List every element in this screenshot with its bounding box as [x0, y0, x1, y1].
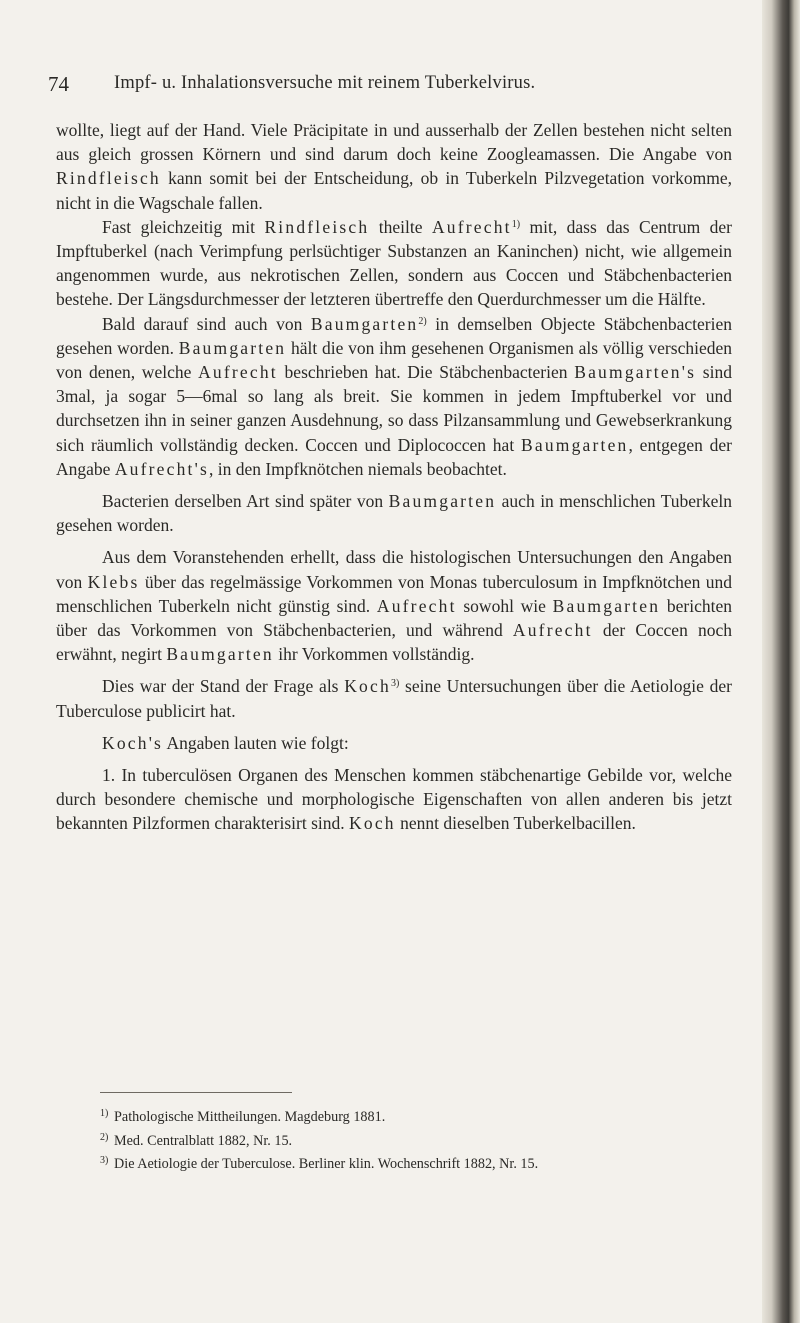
running-header: [48, 72, 738, 102]
author-name: Rindfleisch: [56, 168, 161, 189]
paragraph-5: Aus dem Voranstehenden erhellt, dass die histologischen Untersuchungen den Angaben von Klebs über das regelmässige Vorkommen von Monas tuberculosum in Impfknötchen und menschlichen Tuberkeln nicht günstig sind. Aufrecht sowohl wie Baumgarten berichten über das Vorkommen von Stäbchenbacterien, und während Aufrecht der Coccen noch erwähnt, negirt Baumgarten ihr Vorkommen vollständig.: [56, 547, 733, 665]
author-name: Koch: [344, 676, 391, 697]
author-name: Rindfleisch: [264, 216, 370, 237]
author-name: Aufrecht's: [114, 458, 209, 479]
author-name: Koch: [349, 813, 396, 834]
footnote-text: Pathologische Mittheilungen. Magdeburg 1881.: [114, 1109, 386, 1125]
author-name: Baumgarten: [310, 313, 419, 334]
footnote-mark: 3): [100, 1155, 109, 1166]
footnote: [100, 1128, 740, 1152]
footnote-mark: 1): [100, 1108, 109, 1119]
page-binding-edge: [762, 0, 800, 1323]
footnote-ref: 1): [511, 218, 521, 230]
footnote: [100, 1151, 740, 1175]
author-name: Klebs: [87, 571, 140, 592]
author-name: Baumgarten: [166, 644, 274, 665]
author-name: Aufrecht: [376, 595, 457, 616]
author-name: Koch's: [102, 732, 164, 753]
footnotes: [100, 1104, 740, 1175]
paragraph-2: Fast gleichzeitig mit Rindfleisch theilte Aufrecht$^{1)}$ mit, dass das Centrum der Impftuberkel (nach Verimpfung perlsüchtiger Substanzen an Kaninchen) nicht, wie allgemein angenommen wurde, aus nekrotischen Zellen, sondern aus Coccen und Stäbchenbacterien bestehe. Der Längsdurchmesser der letzteren übertreffe den Querdurchmesser um die Hälfte.: [56, 216, 733, 310]
paragraph-6: Dies war der Stand der Frage als Koch$^{3)}$ seine Untersuchungen über die Aetiologie der Tuberculose publicirt hat.: [56, 676, 732, 721]
footnote-ref: 3): [390, 678, 400, 690]
footnote-divider: [100, 1092, 292, 1093]
page-number: 74: [48, 72, 69, 96]
author-name: Aufrecht: [198, 362, 278, 383]
paragraph-8: 1. In tuberculösen Organen des Menschen kommen stäbchenartige Gebilde vor, welche durch besondere chemische und morphologische Eigenschaften von allen anderen bis jetzt bekannten Pilzformen charakterisirt sind. Koch nennt dieselben Tuberkelbacillen.: [56, 765, 732, 834]
paragraph-3: Bald darauf sind auch von Baumgarten$^{2)}$ in demselben Objecte Stäbchenbacterien gesehen worden. Baumgarten hält die von ihm gesehenen Organismen als völlig verschieden von denen, welche Aufrecht beschrieben hat. Die Stäbchenbacterien Baumgarten's sind 3mal, ja sogar 5—6mal so lang als breit. Sie kommen in jedem Impftuberkel vor und durchsetzen ihn in seiner ganzen Ausdehnung, so dass Pilzansammlung und Gewebserkrankung sich räumlich vollständig decken. Coccen und Diplococcen hat Baumgarten, entgegen der Angabe Aufrecht's, in den Impfknötchen niemals beobachtet.: [56, 313, 732, 479]
footnote-ref: 2): [418, 315, 427, 327]
footnote-text: Die Aetiologie der Tuberculose. Berliner klin. Wochenschrift 1882, Nr. 15.: [114, 1156, 539, 1172]
paragraph-4: Bacterien derselben Art sind später von Baumgarten auch in menschlichen Tuberkeln gesehen worden.: [56, 491, 732, 536]
author-name: Baumgarten: [520, 434, 629, 455]
body-text: [56, 118, 732, 836]
author-name: Aufrecht: [431, 216, 512, 237]
footnote-mark: 2): [100, 1131, 109, 1143]
author-name: Baumgarten: [552, 595, 661, 616]
paragraph-7: Koch's Angaben lauten wie folgt:: [102, 732, 349, 753]
paragraph-1: wollte, liegt auf der Hand. Viele Präcipitate in und ausserhalb der Zellen bestehen nicht selten aus gleich grossen Körnern und sind darum doch keine Zoogleamassen. Die Angabe von Rindfleisch kann somit bei der Entscheidung, ob in Tuberkeln Pilzvegetation vorkomme, nicht in die Wagschale fallen.: [56, 120, 732, 213]
author-name: Baumgarten's: [574, 362, 697, 383]
footnote-text: Med. Centralblatt 1882, Nr. 15.: [114, 1132, 293, 1149]
author-name: Baumgarten: [178, 337, 287, 358]
author-name: Aufrecht: [512, 620, 593, 641]
running-title: Impf- u. Inhalationsversuche mit reinem Tuberkelvirus.: [114, 73, 536, 93]
author-name: Baumgarten: [388, 491, 497, 512]
footnote: [100, 1104, 740, 1128]
